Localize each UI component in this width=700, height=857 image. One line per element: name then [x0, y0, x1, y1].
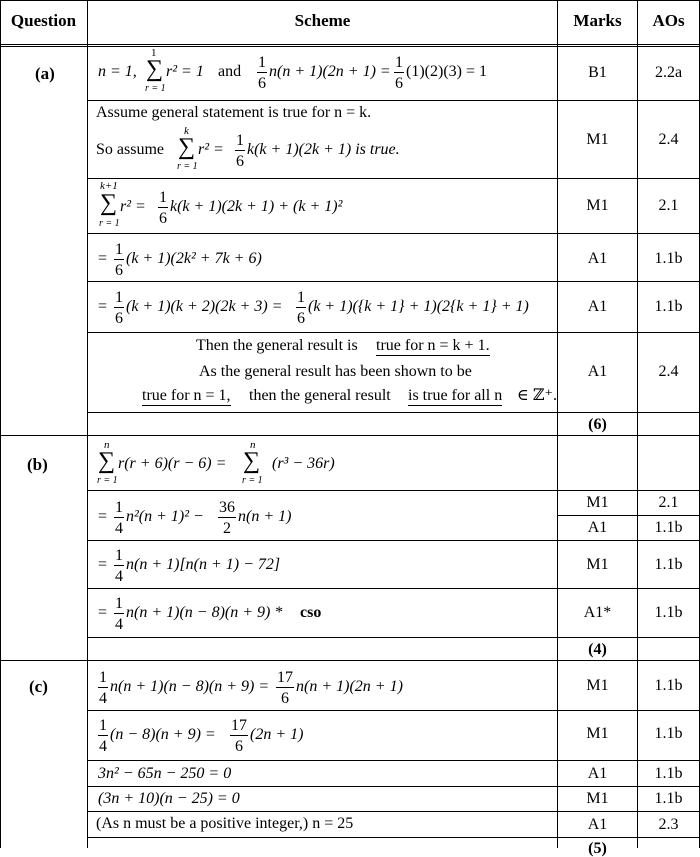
a-r1-mark: B1 [588, 64, 607, 81]
c-r1-mid: n(n + 1)(n − 8)(n + 9) = [110, 678, 270, 695]
a-r1-n1: n = 1, [98, 63, 137, 80]
a-r1-and: and [218, 63, 242, 80]
a-r2-sum-bot: r = 1 [177, 161, 198, 172]
a-r2-sigma: ∑ [178, 134, 196, 160]
b-r3-eq: = [98, 556, 108, 573]
b-total: (4) [588, 641, 607, 658]
a-r5-eq: = [98, 298, 108, 315]
b-r1-sum2-bot: r = 1 [242, 475, 263, 486]
a-r6-l3b: then the general result [249, 387, 391, 404]
a-r4-rest: (k + 1)(2k² + 7k + 6) [126, 250, 262, 267]
a-r5-frac-den: 6 [115, 310, 123, 327]
a-r1-rhs: n(n + 1)(2n + 1) = [269, 63, 391, 80]
c-r3-mark: A1 [587, 765, 608, 782]
a-r2-line1: Assume general statement is true for n = k. [96, 104, 372, 121]
a-r1-sum-body: r² = 1 [166, 63, 204, 80]
a-r5-rest2: (k + 1)({k + 1} + 1)(2{k + 1} + 1) [308, 298, 529, 315]
a-r6-mark: A1 [587, 363, 608, 380]
a-r1-sum-top: 1 [151, 47, 157, 59]
a-r3-sigma: ∑ [100, 190, 118, 216]
a-r1-sum-bot: r = 1 [145, 83, 166, 94]
a-r6-l1a: Then the general result is [196, 337, 358, 354]
a-r2-frac-den: 6 [236, 153, 244, 170]
b-r4-frac-den: 4 [115, 616, 123, 633]
a-r3-frac-den: 6 [159, 210, 167, 227]
a-r5-rest: (k + 1)(k + 2)(2k + 3) = [126, 298, 283, 315]
b-r3-rest: n(n + 1)[n(n + 1) − 72] [126, 556, 281, 573]
a-r2-sum-body: r² = [198, 141, 224, 158]
a-r2-ao: 2.4 [658, 131, 679, 148]
a-r1-frac2-den: 6 [395, 75, 403, 92]
c-r2-rest: (2n + 1) [250, 726, 304, 743]
a-r1-rhs2: (1)(2)(3) = 1 [406, 63, 487, 80]
b-r4-eq: = [98, 604, 108, 621]
c-r2-mark: M1 [586, 725, 609, 742]
header-aos: AOs [652, 11, 685, 30]
b-r1-sum-top: n [104, 439, 110, 451]
a-r3-ao: 2.1 [658, 197, 679, 214]
a-r4-frac-num: 1 [115, 241, 123, 258]
c-r1-ao: 1.1b [654, 677, 683, 694]
a-r5-mark: A1 [587, 298, 608, 315]
a-total: (6) [588, 416, 607, 433]
b-r2-mark2: A1 [587, 519, 608, 536]
header-scheme: Scheme [294, 11, 351, 30]
c-r5-ao: 2.3 [658, 816, 679, 833]
b-r2-mid: n²(n + 1)² − [126, 508, 204, 525]
a-r6-l3a: true for n = 1, [142, 387, 231, 404]
b-r4-cso: cso [300, 604, 322, 621]
part-b-label: (b) [27, 455, 48, 474]
b-r1-sum-bot: r = 1 [97, 475, 118, 486]
a-r2-frac-num: 1 [236, 132, 244, 149]
b-r3-frac-den: 4 [115, 568, 123, 585]
a-r1-frac-num: 1 [258, 54, 266, 71]
b-r1-sigma2: ∑ [243, 448, 261, 474]
header-marks: Marks [573, 11, 622, 30]
c-r1-frac2-den: 6 [281, 690, 289, 707]
c-r2-frac2-num: 17 [231, 717, 247, 734]
a-r5-frac2-num: 1 [297, 289, 305, 306]
b-r1-sigma: ∑ [98, 448, 116, 474]
c-r2-frac-den: 4 [99, 738, 107, 755]
c-r2-frac2-den: 6 [235, 738, 243, 755]
b-r4-mark: A1* [583, 604, 612, 621]
a-r1-ao: 2.2a [654, 64, 683, 81]
c-r5-text: (As n must be a positive integer,) n = 25 [96, 815, 354, 832]
a-r6-l2: As the general result has been shown to be [199, 363, 472, 380]
a-r1-frac-den: 6 [258, 75, 266, 92]
c-r5-mark: A1 [587, 816, 608, 833]
c-r1-mark: M1 [586, 677, 609, 694]
b-r4-frac-num: 1 [115, 595, 123, 612]
c-r1-rest: n(n + 1)(2n + 1) [296, 678, 403, 695]
a-r3-sum-body: r² = [120, 198, 146, 215]
b-r2-mark1: M1 [586, 494, 609, 511]
part-c-label: (c) [29, 677, 48, 696]
a-r2-mark: M1 [586, 131, 609, 148]
c-total: (5) [588, 840, 607, 857]
a-r3-frac-num: 1 [159, 189, 167, 206]
b-r4-rest: n(n + 1)(n − 8)(n + 9) * [126, 604, 283, 621]
b-r2-frac-num: 1 [115, 499, 123, 516]
b-r2-frac2-num: 36 [219, 499, 235, 516]
c-r3-text: 3n² − 65n − 250 = 0 [98, 765, 232, 782]
a-r4-mark: A1 [587, 250, 608, 267]
a-r5-frac-num: 1 [115, 289, 123, 306]
a-r2-rest: k(k + 1)(2k + 1) is true. [247, 141, 400, 158]
b-r2-rest: n(n + 1) [238, 508, 292, 525]
a-r5-ao: 1.1b [654, 298, 683, 315]
b-r3-ao: 1.1b [654, 556, 683, 573]
c-r4-mark: M1 [586, 790, 609, 807]
a-r6-ao: 2.4 [658, 363, 679, 380]
b-r3-mark: M1 [586, 556, 609, 573]
c-r2-frac-num: 1 [99, 717, 107, 734]
c-r3-ao: 1.1b [654, 765, 683, 782]
b-r1-rhs: (r³ − 36r) [272, 455, 335, 472]
a-r6-l1b: true for n = k + 1. [376, 337, 490, 354]
c-r1-frac2-num: 17 [277, 669, 293, 686]
a-r1-frac2-num: 1 [395, 54, 403, 71]
b-r2-ao1: 2.1 [658, 494, 679, 511]
c-r1-frac-num: 1 [99, 669, 107, 686]
c-r2-mid: (n − 8)(n + 9) = [110, 726, 216, 743]
a-r3-rest: k(k + 1)(2k + 1) + (k + 1)² [170, 198, 343, 215]
b-r2-ao2: 1.1b [654, 519, 683, 536]
a-r6-l3d: ∈ ℤ⁺. [517, 387, 557, 404]
a-r4-frac-den: 6 [115, 262, 123, 279]
a-r6-l3c: is true for all n [408, 387, 503, 404]
c-r4-ao: 1.1b [654, 790, 683, 807]
a-r3-sum-top: k+1 [100, 180, 118, 192]
b-r4-ao: 1.1b [654, 604, 683, 621]
b-r1-sum2-top: n [250, 439, 256, 451]
part-a-label: (a) [35, 64, 55, 83]
b-r3-frac-num: 1 [115, 547, 123, 564]
b-r1-lhs: r(r + 6)(r − 6) = [118, 455, 227, 472]
c-r2-ao: 1.1b [654, 725, 683, 742]
a-r4-eq: = [98, 250, 108, 267]
a-r5-frac2-den: 6 [297, 310, 305, 327]
c-r1-frac-den: 4 [99, 690, 107, 707]
a-r2-sum-top: k [184, 125, 189, 137]
a-r2-so-assume: So assume [96, 141, 164, 158]
b-r2-frac2-den: 2 [223, 520, 231, 537]
c-r4-text: (3n + 10)(n − 25) = 0 [98, 790, 240, 807]
a-r3-sum-bot: r = 1 [99, 218, 120, 229]
b-r2-frac-den: 4 [115, 520, 123, 537]
a-r1-sigma: ∑ [146, 56, 164, 82]
a-r4-ao: 1.1b [654, 250, 683, 267]
a-r3-mark: M1 [586, 197, 609, 214]
b-r2-eq: = [98, 508, 108, 525]
header-question: Question [10, 11, 77, 30]
